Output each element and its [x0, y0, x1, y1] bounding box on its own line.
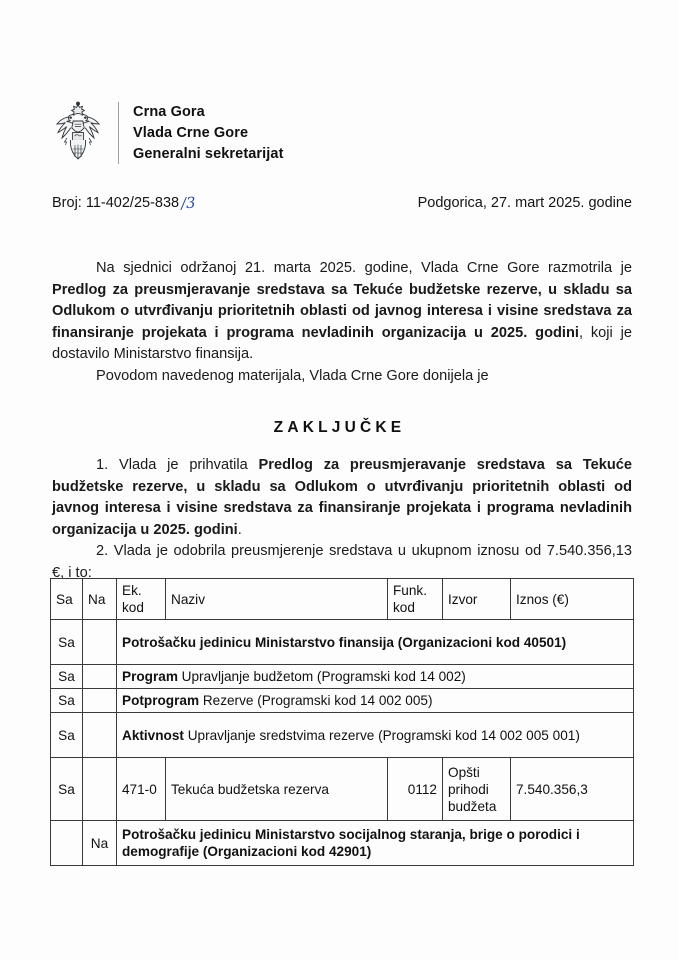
cell-naziv-merged [117, 821, 634, 866]
cell-naziv-bold: Potrošačku jedinicu Ministarstvo socijalnog staranja, brige o porodici i demografije (Organizacioni kod 42901) [122, 827, 580, 859]
page-title: ZAKLJUČKE [273, 419, 406, 436]
budget-table [50, 578, 634, 866]
conclusion-item-2: 2. Vlada je odobrila preusmjerenje sredstava u ukupnom iznosu od 7.540.356,13 €, i to: [52, 543, 632, 581]
cell-na [83, 665, 117, 689]
letterhead [52, 100, 284, 166]
cell-naziv-bold: Potprogram [122, 693, 200, 708]
intro-paragraphs [52, 258, 632, 387]
cell-naziv-bold: Program [122, 669, 178, 684]
cell-na [83, 758, 117, 821]
col-header-iznos: Iznos (€) [511, 579, 634, 620]
cell-sa: Sa [51, 620, 83, 665]
document-number [52, 193, 196, 211]
conclusion-1-bold: Predlog za preusmjeravanje sredstava sa Tekuće budžetske rezerve, u skladu sa Odlukom o utvrđivanju prioritetnih oblasti od javnog interesa i visine sredstava za finansiranje projekata i programa nevladinih organizacija u 2025. godini [52, 457, 632, 538]
cell-ek-kod: 471-0 [117, 758, 166, 821]
letterhead-divider [118, 102, 119, 164]
document-number-label: Broj: 11-402/25-838 [52, 195, 180, 211]
conclusion-1-part-a: 1. Vlada je prihvatila [96, 457, 259, 473]
cell-naziv-merged [117, 689, 634, 713]
cell-naziv-rest: Upravljanje budžetom (Programski kod 14 002) [177, 669, 466, 684]
cell-naziv-merged [117, 620, 634, 665]
conclusion-item-1 [52, 455, 632, 541]
cell-na: Na [83, 821, 117, 866]
table-row [51, 620, 634, 665]
cell-sa: Sa [51, 713, 83, 758]
cell-naziv-rest: Upravljanje sredstvima rezerve (Programski kod 14 002 005 001) [183, 727, 580, 743]
col-header-funk-kod: Funk. kod [388, 579, 443, 620]
col-header-sa: Sa [51, 579, 83, 620]
montenegro-coat-of-arms-icon [52, 100, 104, 166]
col-header-na: Na [83, 579, 117, 620]
cell-na [83, 689, 117, 713]
table-row [51, 821, 634, 866]
cell-sa: Sa [51, 758, 83, 821]
table-row [51, 713, 634, 758]
cell-naziv-merged [117, 665, 634, 689]
cell-naziv: Tekuća budžetska rezerva [166, 758, 388, 821]
col-header-izvor: Izvor [443, 579, 511, 620]
table-row [51, 689, 634, 713]
cell-sa: Sa [51, 665, 83, 689]
col-header-naziv: Naziv [166, 579, 388, 620]
letterhead-line-secretariat: Generalni sekretarijat [133, 145, 284, 162]
conclusion-1-part-b: . [237, 521, 242, 538]
cell-sa: Sa [51, 689, 83, 713]
cell-izvor: Opšti prihodi budžeta [443, 758, 511, 821]
cell-naziv-rest: Rezerve (Programski kod 14 002 005) [199, 693, 433, 708]
cell-na [83, 713, 117, 758]
col-header-ek-kod: Ek. kod [117, 579, 166, 620]
budget-table-wrapper [50, 578, 633, 866]
cell-iznos: 7.540.356,3 [511, 758, 634, 821]
table-header-row [51, 579, 634, 620]
intro-p1-part-b: , koji je dostavilo Ministarstvo finansija. [52, 324, 633, 362]
table-row [51, 758, 634, 821]
document-number-handwritten-suffix: /3 [180, 193, 197, 213]
place-and-date: Podgorica, 27. mart 2025. godine [417, 195, 632, 211]
conclusions-paragraphs [52, 455, 632, 584]
letterhead-line-country: Crna Gora [133, 103, 205, 120]
cell-na [83, 620, 117, 665]
cell-naziv-merged [117, 713, 634, 758]
letterhead-line-government: Vlada Crne Gore [133, 124, 249, 141]
intro-paragraph-1 [52, 258, 632, 366]
intro-paragraph-2: Povodom navedenog materijala, Vlada Crne Gore donijela je [96, 367, 489, 384]
intro-p1-bold: Predlog za preusmjeravanje sredstava sa Tekuće budžetske rezerve, u skladu sa Odlukom o utvrđivanju prioritetnih oblasti od javnog interesa i visine sredstava za finansiranje projekata i programa nevladinih organizacija u 2025. godini [52, 281, 632, 341]
cell-naziv-bold: Potrošačku jedinicu Ministarstvo finansija (Organizacioni kod 40501) [122, 634, 567, 650]
document-meta-row [52, 193, 632, 211]
cell-naziv-bold: Aktivnost [122, 727, 184, 743]
cell-sa [51, 821, 83, 866]
intro-p1-part-a: Na sjednici održanoj 21. marta 2025. godine, Vlada Crne Gore razmotrila je [96, 260, 632, 276]
cell-funk-kod: 0112 [388, 758, 443, 821]
table-row [51, 665, 634, 689]
